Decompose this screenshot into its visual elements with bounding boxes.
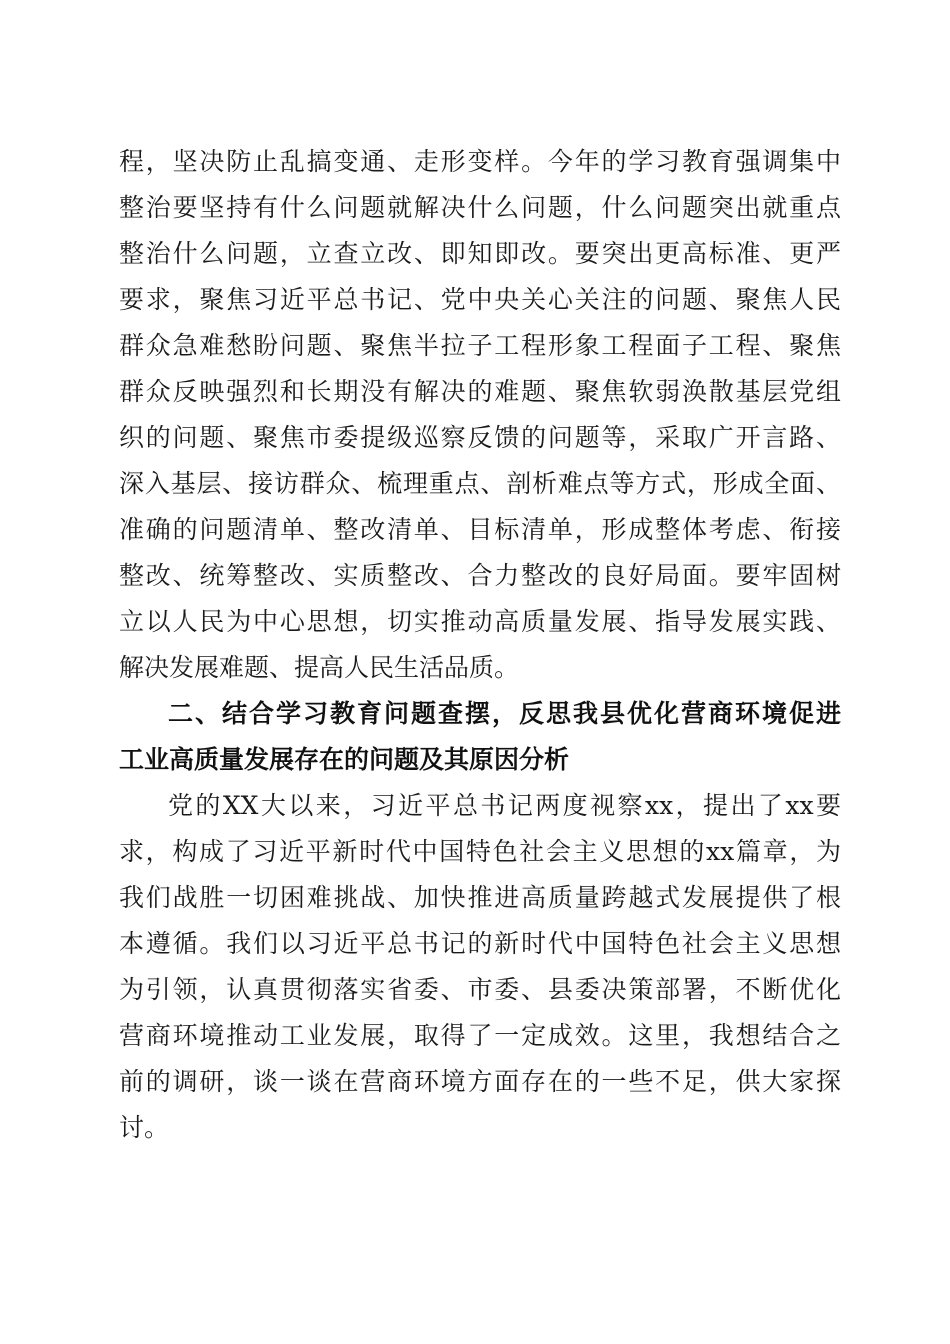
paragraph-1-line: 要求，聚焦习近平总书记、党中央关心关注的问题、聚焦人民 bbox=[119, 285, 841, 314]
section-heading-line: 二、结合学习教育问题查摆，反思我县优化营商环境促进 bbox=[168, 699, 841, 728]
paragraph-2-line: 营商环境推动工业发展，取得了一定成效。这里，我想结合之 bbox=[119, 1021, 841, 1050]
paragraph-1-line: 准确的问题清单、整改清单、目标清单，形成整体考虑、衔接 bbox=[119, 515, 841, 544]
paragraph-1-line: 程，坚决防止乱搞变通、走形变样。今年的学习教育强调集中 bbox=[119, 147, 841, 176]
paragraph-2-line: 党的XX大以来，习近平总书记两度视察xx，提出了xx要 bbox=[168, 791, 841, 820]
paragraph-2-line: 本遵循。我们以习近平总书记的新时代中国特色社会主义思想 bbox=[119, 929, 841, 958]
section-heading-line: 工业高质量发展存在的问题及其原因分析 bbox=[119, 745, 570, 774]
paragraph-2-line: 求，构成了习近平新时代中国特色社会主义思想的xx篇章，为 bbox=[119, 837, 841, 866]
paragraph-2-line: 为引领，认真贯彻落实省委、市委、县委决策部署，不断优化 bbox=[119, 975, 841, 1004]
paragraph-1-line: 群众反映强烈和长期没有解决的难题、聚焦软弱涣散基层党组 bbox=[119, 377, 841, 406]
paragraph-1-line: 织的问题、聚焦市委提级巡察反馈的问题等，采取广开言路、 bbox=[119, 423, 841, 452]
paragraph-2-line: 我们战胜一切困难挑战、加快推进高质量跨越式发展提供了根 bbox=[119, 883, 841, 912]
paragraph-1-line: 整治什么问题，立查立改、即知即改。要突出更高标准、更严 bbox=[119, 239, 841, 268]
paragraph-2-line: 讨。 bbox=[119, 1113, 170, 1142]
paragraph-1-line: 整治要坚持有什么问题就解决什么问题，什么问题突出就重点 bbox=[119, 193, 841, 222]
paragraph-1-line: 深入基层、接访群众、梳理重点、剖析难点等方式，形成全面、 bbox=[119, 469, 841, 498]
paragraph-1-line: 立以人民为中心思想，切实推动高质量发展、指导发展实践、 bbox=[119, 607, 841, 636]
paragraph-1-line: 解决发展难题、提高人民生活品质。 bbox=[119, 653, 520, 682]
paragraph-1-line: 整改、统筹整改、实质整改、合力整改的良好局面。要牢固树 bbox=[119, 561, 841, 590]
paragraph-2-line: 前的调研，谈一谈在营商环境方面存在的一些不足，供大家探 bbox=[119, 1067, 841, 1096]
paragraph-1-line: 群众急难愁盼问题、聚焦半拉子工程形象工程面子工程、聚焦 bbox=[119, 331, 841, 360]
